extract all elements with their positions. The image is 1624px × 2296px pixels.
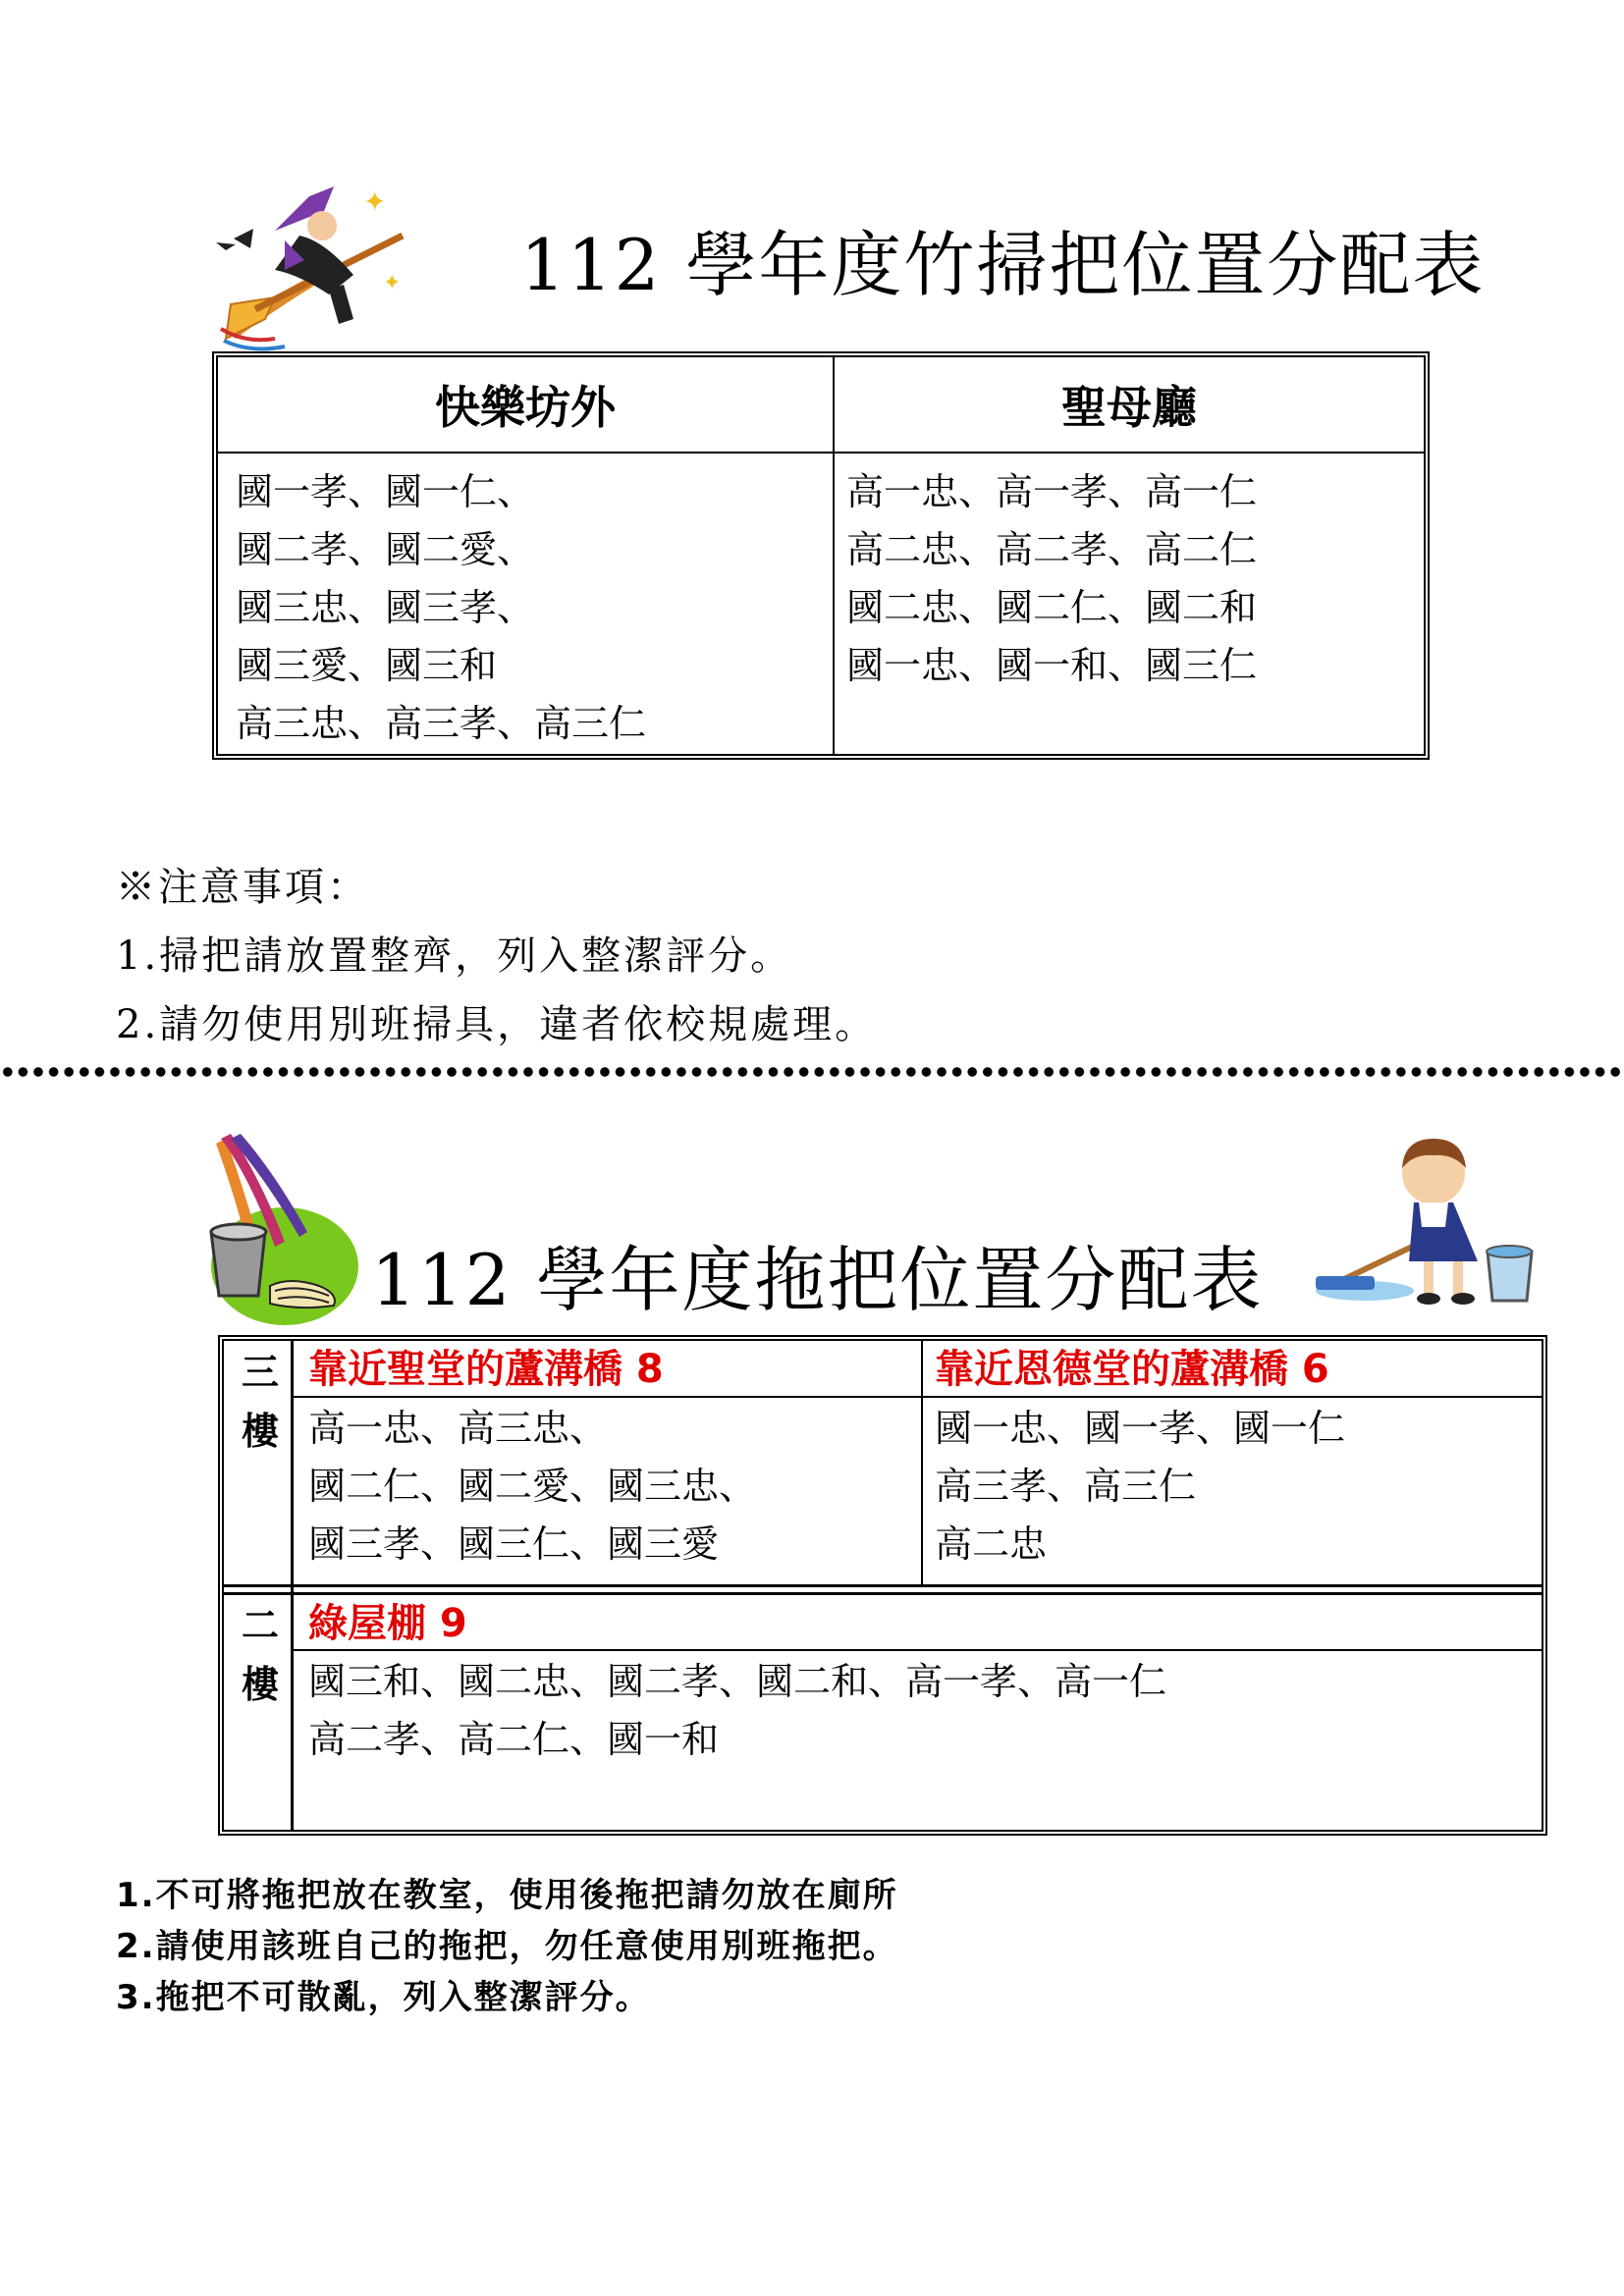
class-line: 高二忠	[935, 1522, 1048, 1566]
class-line: 國二仁、國二愛、國三忠、	[308, 1465, 757, 1508]
class-line: 國三忠、國三孝、	[236, 586, 535, 629]
column-header: 快樂坊外	[435, 381, 616, 434]
mop-table-title: 112 學年度拖把位置分配表	[371, 1239, 1264, 1321]
class-line: 國一忠、國一孝、國一仁	[935, 1407, 1346, 1450]
location-name: 靠近恩德堂的蘆溝橋 6	[935, 1347, 1329, 1392]
svg-text:✦: ✦	[363, 186, 387, 218]
rule-item: 2.請使用該班自己的拖把，勿任意使用別班拖把。	[116, 1927, 898, 1966]
floor-label-2	[224, 1596, 297, 1714]
row-divider	[294, 1396, 1542, 1398]
class-list	[308, 1653, 1166, 1769]
class-line: 國三愛、國三和	[236, 644, 498, 687]
class-list	[846, 463, 1257, 695]
class-list	[236, 463, 646, 753]
floor-divider	[224, 1592, 1542, 1595]
note-item: 2.請勿使用別班掃具，違者依校規處理。	[116, 1002, 878, 1047]
class-line: 國一孝、國一仁、	[236, 470, 535, 513]
class-line: 國三和、國二忠、國二孝、國二和、高一孝、高一仁	[308, 1660, 1167, 1703]
row-divider	[294, 1649, 1542, 1651]
class-line: 高二孝、高二仁、國一和	[308, 1718, 720, 1761]
class-line: 高一忠、高一孝、高一仁	[846, 470, 1258, 513]
notes-heading: ※注意事項：	[116, 865, 369, 910]
class-line: 高一忠、高三忠、	[308, 1407, 608, 1450]
class-line: 國二忠、國二仁、國二和	[846, 586, 1258, 629]
broom-assignment-table	[212, 351, 1430, 760]
floor-label-char: 二	[241, 1604, 279, 1647]
rule-item: 1.不可將拖把放在教室，使用後拖把請勿放在廁所	[116, 1876, 898, 1915]
mop-assignment-table	[218, 1335, 1547, 1836]
rule-item: 3.拖把不可散亂，列入整潔評分。	[116, 1978, 651, 2017]
class-line: 國二孝、國二愛、	[236, 528, 535, 571]
column-divider	[921, 1341, 923, 1584]
class-line: 高三忠、高三孝、高三仁	[236, 702, 647, 745]
floor-label-char: 三	[241, 1351, 279, 1394]
dotted-divider	[0, 1066, 1624, 1078]
class-line: 國三孝、國三仁、國三愛	[308, 1522, 720, 1566]
column-header: 聖母廳	[1061, 381, 1197, 434]
floor-label-char: 樓	[241, 1410, 279, 1453]
note-item: 1.掃把請放置整齊，列入整潔評分。	[116, 934, 793, 979]
class-list	[308, 1400, 756, 1574]
broom-table-title: 112 學年度竹掃把位置分配表	[520, 224, 1486, 306]
witch-on-broom-icon	[216, 182, 412, 348]
location-name: 靠近聖堂的蘆溝橋 8	[308, 1347, 664, 1392]
class-line: 高三孝、高三仁	[935, 1465, 1197, 1508]
class-line: 國一忠、國一和、國三仁	[846, 644, 1258, 687]
svg-text:✦: ✦	[383, 271, 402, 295]
location-name: 綠屋棚 9	[308, 1601, 467, 1646]
class-line: 高二忠、高二孝、高二仁	[846, 528, 1258, 571]
floor-divider	[224, 1584, 1542, 1587]
girl-mopping-icon	[1306, 1134, 1542, 1320]
floor-label-3	[224, 1343, 297, 1461]
floor-label-char: 樓	[241, 1663, 279, 1706]
mop-and-bucket-icon	[191, 1139, 358, 1335]
class-list	[935, 1400, 1345, 1574]
